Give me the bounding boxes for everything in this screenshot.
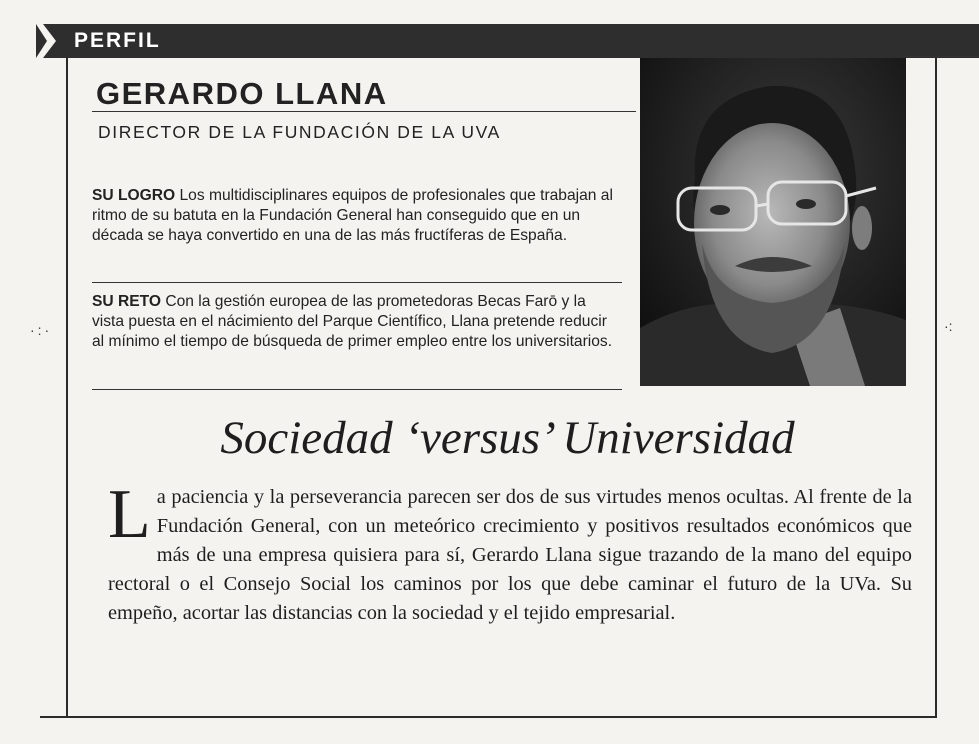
logro-divider: [92, 282, 622, 283]
frame-left-border: [66, 58, 68, 716]
reto-text: Con la gestión europea de las prometedoras Becas Farō y la vista puesta en el nácimiento del Parque Científico, Llana pretende reducir al mínimo el tiempo de búsqueda de primer empleo entre los universitarios.: [92, 293, 613, 350]
scan-artifact-dots-left: ·:·: [30, 322, 53, 338]
reto-divider: [92, 389, 622, 390]
section-label: PERFIL: [74, 29, 161, 52]
frame-bottom-border: [40, 716, 937, 718]
portrait-photo: [640, 58, 906, 386]
reto-lead: SU RETO: [92, 293, 162, 310]
logro-text: Los multidisciplinares equipos de profesionales que trabajan al ritmo de su batuta en la Fundación General han conseguido que en un década se haya convertido en una de las más fructíferas de España.: [92, 187, 613, 244]
drop-cap: L: [108, 476, 151, 553]
article-headline: [0, 411, 979, 465]
portrait-illustration: [640, 58, 906, 386]
reto-block: [92, 292, 622, 352]
logro-lead: SU LOGRO: [92, 187, 176, 204]
scan-artifact-dots-right: ·:: [944, 318, 953, 334]
top-divider: [905, 56, 979, 57]
name-divider: [92, 111, 636, 112]
article-body: [108, 476, 912, 628]
article-body-text: a paciencia y la perseverancia parecen ser dos de sus virtudes menos ocultas. Al frente de la Fundación General, con un meteórico crecimiento y positivos resultados económicos que más de una empresa quisiera para sí, Gerardo Llana sigue trazando de la mano del equipo rectoral o el Consejo Social los caminos por los que debe caminar el futuro de la UVa. Su empeño, acortar las distancias con la sociedad y el tejido empresarial.: [108, 486, 912, 624]
person-name: GERARDO LLANA: [96, 76, 388, 111]
section-header-bar: [36, 24, 979, 58]
person-title: DIRECTOR DE LA FUNDACIÓN DE LA UVA: [98, 122, 501, 142]
frame-right-border: [935, 58, 937, 716]
headline-text: Sociedad ‘versus’ Universidad: [220, 412, 795, 464]
logro-block: [92, 186, 622, 246]
